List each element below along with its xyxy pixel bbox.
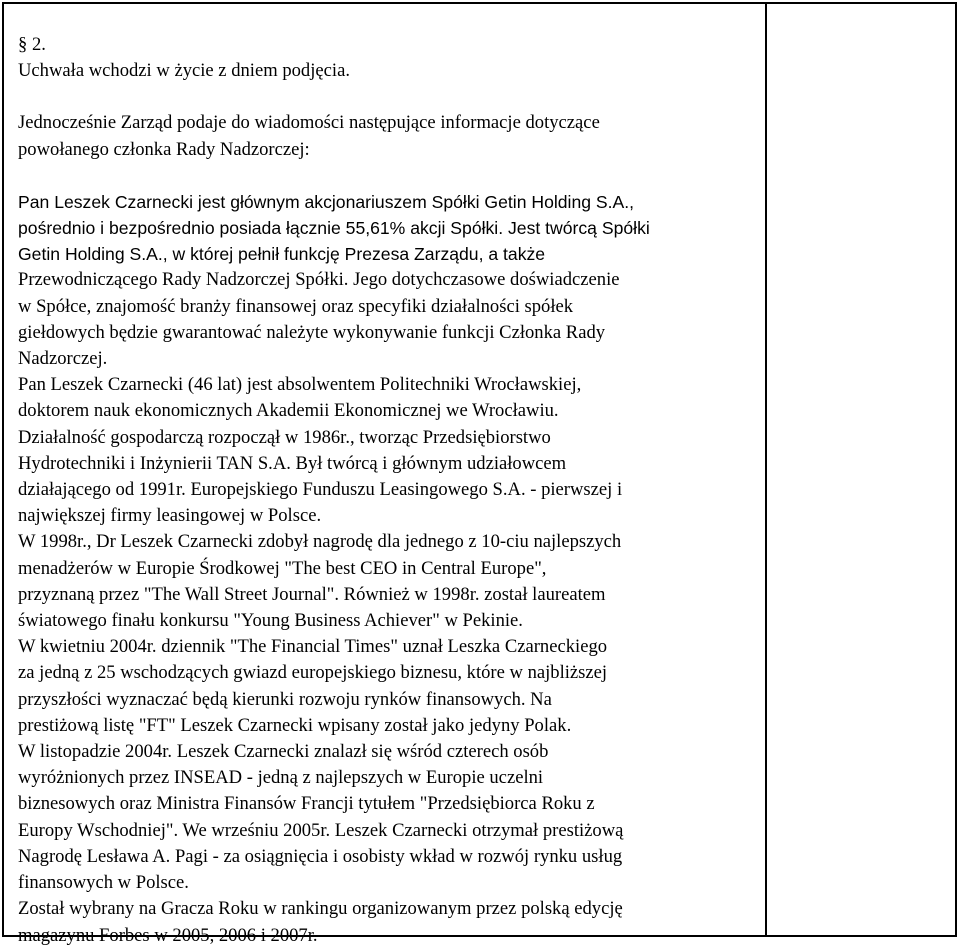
text-line: W 1998r., Dr Leszek Czarnecki zdobył nagrodę dla jednego z 10-ciu najlepszych	[18, 531, 622, 553]
text-line: giełdowych będzie gwarantować należyte wykonywanie funkcji Członka Rady	[18, 321, 606, 343]
text-line: Nadzorczej.	[18, 348, 108, 370]
text-line: przyszłości wyznaczać będą kierunki rozwoju rynków finansowych. Na	[18, 688, 552, 710]
text-line: Pan Leszek Czarnecki jest głównym akcjonariuszem Spółki Getin Holding S.A.,	[18, 191, 635, 212]
text-line: wyróżnionych przez INSEAD - jedną z najlepszych w Europie uczelni	[18, 767, 544, 789]
text-line: magazynu Forbes w 2005, 2006 i 2007r.	[18, 924, 318, 946]
document-table	[2, 2, 957, 946]
text-line: Nagrodę Lesława A. Pagi - za osiągnięcia i osobisty wkład w rozwój rynku usług	[18, 845, 623, 867]
text-line: Działalność gospodarczą rozpoczął w 1986r., tworząc Przedsiębiorstwo	[18, 426, 551, 448]
empty-cell	[767, 4, 955, 935]
text-line: finansowych w Polsce.	[18, 872, 189, 894]
text-line: w Spółce, znajomość branży finansowej oraz specyfiki działalności spółek	[18, 295, 574, 317]
text-line: biznesowych oraz Ministra Finansów Francji tytułem "Przedsiębiorca Roku z	[18, 793, 595, 815]
text-line: prestiżową listę "FT" Leszek Czarnecki wpisany został jako jedyny Polak.	[18, 714, 572, 736]
text-line: Europy Wschodniej". We wrześniu 2005r. Leszek Czarnecki otrzymał prestiżową	[18, 819, 624, 841]
text-line: Został wybrany na Gracza Roku w rankingu organizowanym przez polską edycję	[18, 898, 623, 920]
text-line: Hydrotechniki i Inżynierii TAN S.A. Był twórcą i głównym udziałowcem	[18, 452, 567, 474]
text-line: Przewodniczącego Rady Nadzorczej Spółki. Jego dotychczasowe doświadczenie	[18, 269, 620, 291]
text-line: doktorem nauk ekonomicznych Akademii Ekonomicznej we Wrocławiu.	[18, 400, 559, 422]
text-line: W listopadzie 2004r. Leszek Czarnecki znalazł się wśród czterech osób	[18, 741, 549, 763]
text-line: powołanego członka Rady Nadzorczej:	[18, 138, 310, 160]
text-line: Uchwała wchodzi w życie z dniem podjęcia.	[18, 60, 350, 82]
text-line: działającego od 1991r. Europejskiego Funduszu Leasingowego S.A. - pierwszej i	[18, 479, 623, 501]
text-line: największej firmy leasingowej w Polsce.	[18, 505, 322, 527]
text-line: przyznaną przez "The Wall Street Journal". Również w 1998r. został laureatem	[18, 583, 606, 605]
text-line: za jedną z 25 wschodzących gwiazd europejskiego biznesu, które w najbliższej	[18, 662, 608, 684]
section-heading: § 2.	[18, 34, 46, 55]
text-line: W kwietniu 2004r. dziennik "The Financial Times" uznał Leszka Czarneckiego	[18, 636, 608, 658]
text-line: Getin Holding S.A., w której pełnił funkcję Prezesa Zarządu, a także	[18, 244, 546, 265]
text-cell	[18, 32, 758, 949]
text-line: Pan Leszek Czarnecki (46 lat) jest absolwentem Politechniki Wrocławskiej,	[18, 374, 582, 396]
text-line: menadżerów w Europie Środkowej "The best CEO in Central Europe",	[18, 557, 547, 579]
text-line: światowego finału konkursu "Young Business Achiever" w Pekinie.	[18, 610, 523, 632]
text-line: Jednocześnie Zarząd podaje do wiadomości następujące informacje dotyczące	[18, 112, 600, 134]
text-line: pośrednio i bezpośrednio posiada łącznie 55,61% akcji Spółki. Jest twórcą Spółki	[18, 218, 650, 239]
